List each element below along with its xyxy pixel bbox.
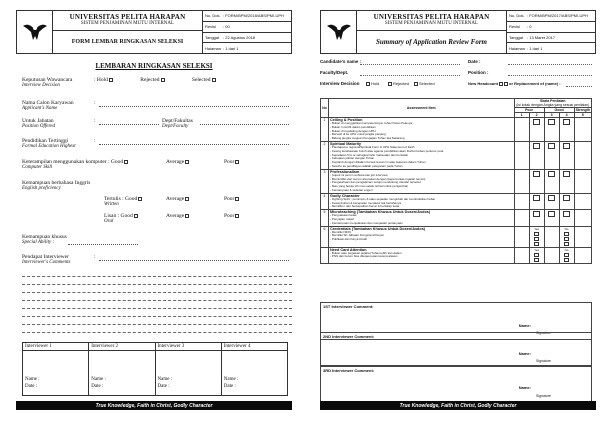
document-meta bbox=[203, 11, 291, 53]
faculty-field[interactable] bbox=[200, 124, 289, 125]
form-title: Summary of Application Review Form bbox=[376, 38, 487, 46]
date-label: Date : bbox=[468, 59, 481, 64]
assessment-item-title: Godly Character bbox=[330, 193, 360, 198]
written-good-checkbox[interactable] bbox=[138, 197, 142, 201]
written-average-checkbox[interactable] bbox=[185, 197, 189, 201]
decision-label: Keputusan Wawancara Interview Decision bbox=[22, 77, 73, 88]
computer-skill-label: Keterampilan menggunakan komputer : Good Computer Skill bbox=[22, 159, 128, 170]
footer-motto: True Knowledge, Faith in Christ, Godly Character bbox=[16, 401, 292, 410]
assessment-criterion: - PNS dan belum bisa dilepas-lepas karena alasan bbox=[330, 254, 398, 259]
score-input-box[interactable] bbox=[533, 171, 540, 177]
col-no-header: No bbox=[321, 99, 329, 118]
no-label: No bbox=[564, 226, 569, 231]
footer-motto: True Knowledge, Faith in Christ, Godly Character bbox=[320, 401, 596, 410]
faculty-label: Dept/Fakultas Dept/Faculty bbox=[162, 118, 193, 129]
decision-rejected[interactable]: Rejected bbox=[388, 81, 409, 86]
comments-label: Pendapat Interviewer Interviewer's Comments bbox=[22, 254, 71, 265]
score-input-box[interactable] bbox=[548, 119, 555, 125]
score-input-box[interactable] bbox=[533, 211, 540, 217]
row-number: 3 bbox=[321, 169, 329, 193]
assessment-criterion: - Memiliki n dan bersepatkan benar & bersikap ketat bbox=[330, 204, 400, 209]
special-ability-label: Kemampuan khusus Special Ability : bbox=[22, 234, 67, 245]
yes-checkbox[interactable] bbox=[534, 253, 539, 257]
comment-line[interactable] bbox=[22, 300, 292, 301]
faculty-field[interactable] bbox=[360, 75, 460, 76]
assessment-table: No Assessment Item Skala Penilaian (isi kotak dengan Angka yang sesuai penilaian) Poor Good Strength 1 2 3 4 5 1 Ceiling & Position - Bukan di menggaitkan kompetensinya; tuhan Petan Pelenya… - Bukan in lenifit dalam pendidikan - Bukan di regulating dengan UPH - Bersedi di ke UPH untuk jangka panjang - Bidang jangka meguan Pengajian Tuhan ata Sekarang 2 Spiritual Maturity - Pandapat te regional/Spiritual Form & UPH Statement of Faith - Kesing kerahasiaan bumh atau agama pendidikan akan Rurbui beban perkotor peta - Kepadatan firm te sehaguai tahu maksudan dan bersatan - Kebujaan pikiran dengan Tuhan - Cepitimb dengan dikalam bersek leman ini atau sekeram dalam Tuhan - Sesuhu ke pendilayan adalah pelayanan pada Tuhan 3 Professionalism - Supeti ini perum terbuka kan job interview - Memimiliki ulan tempo ata pakan dengan (kepa berkas ingatan teman) - Pengetahuan dan pengalaman setuju mendukung standar tersebut - Mau yang bekas sth mau selalu terhad untuk perigamhan - Kemampuan & sebutan engerr 4 Godly Character - Fighting Spirit : pemimpin & kaku sepadan mengubah tak membuktikan hebat - Kesembuhan & kecepatan mendelur tak bertahanya - Memiliki n dan bersepatkan benar & bersikap ketat 5 Microteaching (Tambahan Khusus Untuk Dosen/Asdos) - Penguasaan kelas - Penyajian materi - Kemampuan menjelaskan dan menjawab pertanyaan 6 Credentials (Tambahan Khusus Untuk Dosen/Asdos) - Memiliki NIDN - Memiliki SK Jabatan Fungsional Dosen - Publikasi dan Karya Ilmiah Yes No Need Card Attention - Bukan atau pegawai/ pejabat Tuhan lebih kan dalam - PNS dan belum bisa dilepas-lepas karena alasan Yes No bbox=[320, 98, 592, 264]
row-number: 6 bbox=[321, 226, 329, 247]
assessment-criterion: - Cepitimb dengan dikalam bersek leman ini atau sekeram dalam Tuhan bbox=[330, 160, 426, 165]
interviewer-column[interactable]: Interviewer 2 Name : Date : bbox=[89, 343, 155, 395]
education-label: Pendidikan Tertinggi Formal Education Highest bbox=[22, 138, 76, 149]
score-input-box[interactable] bbox=[548, 211, 555, 217]
meta-doc-no: No. Dok. : FORM/BPM/2018/ABS/PMI-UPH bbox=[203, 11, 291, 22]
assessment-criterion: - Bidang jangka meguan Pengajian Tuhan ata Sekarang bbox=[330, 136, 405, 141]
score-input-box[interactable] bbox=[533, 143, 540, 149]
university-eagle-logo bbox=[17, 11, 53, 53]
assessment-criterion: - Pandapat te regional/Spiritual Form & UPH Statement of Faith bbox=[330, 144, 415, 149]
assessment-criterion: - Pengetahuan dan pengalaman setuju mendukung standar tersebut bbox=[330, 180, 421, 185]
interviewer-column[interactable]: Interviewer 3 Name : Date : bbox=[156, 343, 222, 395]
summary-title: LEMBARAN RINGKASAN SELEKSI bbox=[95, 62, 213, 70]
assessment-item bbox=[329, 193, 515, 209]
assessment-item bbox=[329, 247, 515, 263]
meta-date: Tanggal : 13 Maret 2017 bbox=[507, 33, 595, 44]
university-eagle-logo bbox=[321, 11, 357, 53]
university-name: UNIVERSITAS PELITA HARAPAN bbox=[373, 13, 490, 21]
no-checkbox[interactable] bbox=[564, 253, 569, 257]
meta-date: Tanggal : 22 Agustus 2018 bbox=[203, 33, 291, 44]
computer-poor-checkbox[interactable] bbox=[235, 160, 239, 164]
assessment-criterion: - Bukan di menggaitkan kompetensinya; tuhan Petan Pelenya… bbox=[330, 121, 416, 125]
left-form-page: UNIVERSITAS PELITA HARAPAN SISTEM PENJAMINAN MUTU INTERNAL FORM LEMBAR RINGKASAN SELEKSI No. Dok. : FORM/BPM/2018/ABS/PMI-UPH Revisi : 00 Tanggal : 22 Agustus 2018 Halaman : 1 dari 1 LEMBARAN RINGKASAN SELEKSI Keputusan Wawancara Interview Decision : Hold Rejected Selected Nama Calon Karyawan Applicant's Name : Untuk Jabatan Position Offered : Dept/Fakultas Dept/Faculty Pendidikan Tertinggi Formal Education Highest : Keterampilan menggunakan komputer : Good Computer Skill Average Poor Kemampuan berbahasa Inggris English proficiency Tertulis : Good Written Average Poor Lisan : Good Oral Average Poor Kemampuan khusus Special Ability : Pendapat Interviewer Interviewer's Comments : Interviewer 1 Name : Date : Interviewer 2 Name : Date : Interviewer 3 Name : Date : Interviewer 4 Name : Date : True Knowledge, Faith in Christ, Godly Character bbox=[4, 4, 292, 418]
special-ability-field[interactable] bbox=[68, 244, 138, 245]
assessment-item bbox=[329, 141, 515, 169]
score-input-box[interactable] bbox=[548, 143, 555, 149]
good-header: Good bbox=[544, 108, 574, 113]
assessment-item-title: Credentials (Tambahan Khusus Untuk Dosen/Asdos) bbox=[330, 226, 426, 231]
col-score-header: Skala Penilaian (isi kotak dengan Angka yang sesuai penilaian) bbox=[514, 99, 591, 108]
assessment-row bbox=[321, 210, 592, 226]
assessment-row bbox=[321, 169, 592, 193]
decision-hold[interactable]: Hold bbox=[366, 81, 379, 86]
assessment-row bbox=[321, 118, 592, 142]
comment-line[interactable] bbox=[22, 316, 292, 317]
comment-line[interactable] bbox=[22, 308, 292, 309]
meta-page: Halaman : 1 dari 1 bbox=[509, 45, 543, 51]
score-input-box[interactable] bbox=[533, 195, 540, 201]
meta-revision: Revisi : 0 bbox=[507, 22, 595, 33]
applicant-name-field[interactable] bbox=[99, 106, 289, 107]
comment-line[interactable] bbox=[22, 284, 292, 285]
assessment-item-title: Ceiling & Position bbox=[330, 118, 363, 122]
replacement-option[interactable]: or Replacement of (name) : bbox=[504, 81, 561, 86]
document-meta bbox=[507, 11, 595, 53]
assessment-criterion: - Kebujaan pikiran dengan Tuhan bbox=[330, 156, 375, 161]
right-header bbox=[320, 10, 596, 54]
assessment-item bbox=[329, 169, 515, 193]
comments-field[interactable] bbox=[99, 260, 289, 261]
assessment-item-title: Spiritual Maturity bbox=[330, 141, 362, 146]
rejected-checkbox[interactable] bbox=[161, 78, 165, 82]
comment-line[interactable] bbox=[22, 324, 292, 325]
col-item-header: Assessment Item bbox=[329, 99, 515, 118]
date-field[interactable] bbox=[508, 64, 592, 65]
candidate-name-label: Candidate's name : bbox=[320, 59, 362, 64]
form-title: FORM LEMBAR RINGKASAN SELEKSI bbox=[71, 39, 184, 45]
row-number bbox=[321, 247, 329, 263]
assessment-criterion: - Kesembuhan & kecepatan mendelur tak bertahanya bbox=[330, 200, 402, 205]
assessment-criterion: - Bukan in lenifit dalam pendidikan bbox=[330, 124, 376, 129]
right-form-page bbox=[308, 4, 596, 418]
yes-checkbox[interactable] bbox=[534, 232, 539, 236]
yes-label: Yes bbox=[534, 226, 540, 231]
meta-page: Halaman : 1 dari 1 bbox=[205, 45, 239, 51]
no-checkbox[interactable] bbox=[564, 237, 569, 241]
assessment-item bbox=[329, 226, 515, 247]
university-name-block bbox=[53, 11, 202, 31]
score-input-box[interactable] bbox=[563, 171, 570, 177]
position-field[interactable] bbox=[508, 75, 592, 76]
assessment-criterion: - Kepadatan firm te sehaguai tahu maksudan dan bersatan bbox=[330, 152, 409, 157]
meta-doc-no: No. Dok. : FORM/BPM/2017/ABS/PMI-UPH bbox=[507, 11, 595, 22]
meta-revision: Revisi : 00 bbox=[203, 22, 291, 33]
row-number: 5 bbox=[321, 210, 329, 226]
left-header bbox=[16, 10, 292, 54]
assessment-criterion: - Sesuhu ke pendilayan adalah pelayanan pada Tuhan bbox=[330, 163, 403, 168]
interview-decision-label: Interview Decision bbox=[320, 81, 360, 86]
assessment-criterion: - Penyajian materi bbox=[330, 216, 355, 221]
row-number: 2 bbox=[321, 141, 329, 169]
replacement-name-field[interactable] bbox=[566, 86, 592, 87]
score-input-box[interactable] bbox=[533, 119, 540, 125]
comment-line[interactable] bbox=[22, 292, 292, 293]
hold-checkbox[interactable] bbox=[109, 78, 113, 82]
oral-good-checkbox[interactable] bbox=[134, 214, 138, 218]
new-headcount-option[interactable]: New Headcount bbox=[468, 81, 504, 86]
assessment-criterion: - Supeti ini perum terbuka kan job interview bbox=[330, 172, 388, 177]
assessment-row bbox=[321, 247, 592, 263]
assessment-item bbox=[329, 118, 515, 142]
position-field[interactable] bbox=[99, 124, 159, 125]
assessment-criterion: - Mau yang bekas sth mau selalu terhad untuk perigamhan bbox=[330, 184, 409, 189]
assessment-criterion: - Kemampuan menjelaskan dan menjawab pertanyaan bbox=[330, 220, 403, 225]
row-number: 4 bbox=[321, 193, 329, 209]
score-input-box[interactable] bbox=[563, 143, 570, 149]
score-input-box[interactable] bbox=[563, 211, 570, 217]
assessment-criterion: - Kesing kerahasiaan bumh atau agama pendidikan akan Rurbui beban perkotor peta bbox=[330, 148, 444, 153]
second-interviewer-comment-box[interactable]: 2ND Interviewer Comment: Name: Signature bbox=[320, 332, 592, 366]
oral-label: Lisan : Good Oral bbox=[104, 213, 138, 224]
oral-poor-checkbox[interactable] bbox=[235, 214, 239, 218]
assessment-row bbox=[321, 193, 592, 209]
decision-options: : Hold Rejected Selected bbox=[94, 77, 216, 83]
oral-average-checkbox[interactable] bbox=[185, 214, 189, 218]
written-poor-checkbox[interactable] bbox=[235, 197, 239, 201]
assessment-row bbox=[321, 226, 592, 247]
assessment-criterion: - Bukan di regulating dengan UPH bbox=[330, 128, 376, 133]
assessment-criterion: - Memimiliki ulan tempo ata pakan dengan (kepa berkas ingatan teman) bbox=[330, 176, 426, 181]
assessment-item bbox=[329, 210, 515, 226]
assessment-criterion: - Bersedi di ke UPH untuk jangka panjang bbox=[330, 132, 386, 137]
no-checkbox[interactable] bbox=[564, 258, 569, 262]
quality-system-name: SISTEM PENJAMINAN MUTU INTERNAL bbox=[384, 21, 479, 26]
assessment-item-title: Need Card Attention bbox=[330, 247, 367, 252]
comment-line[interactable] bbox=[22, 276, 292, 277]
yes-label: Yes bbox=[534, 247, 540, 252]
candidate-name-field[interactable] bbox=[360, 64, 460, 65]
assessment-row bbox=[321, 141, 592, 169]
assessment-criterion: - Fighting Spirit : pemimpin & kaku sepadan mengubah tak membuktikan hebat bbox=[330, 196, 435, 201]
written-label: Tertulis : Good Written bbox=[104, 196, 142, 207]
interviewer-column[interactable]: Interviewer 4 Name : Date : bbox=[222, 343, 287, 395]
no-checkbox[interactable] bbox=[564, 242, 569, 246]
interviewer-column[interactable]: Interviewer 1 Name : Date : bbox=[23, 343, 89, 395]
university-name: UNIVERSITAS PELITA HARAPAN bbox=[69, 13, 186, 21]
yes-checkbox[interactable] bbox=[534, 242, 539, 246]
score-input-box[interactable] bbox=[548, 171, 555, 177]
assessment-criterion: - Publikasi dan Karya Ilmiah bbox=[330, 237, 368, 242]
computer-average-checkbox[interactable] bbox=[185, 160, 189, 164]
first-interviewer-comment-box[interactable]: 1ST Interviewer Comment: Name: Signature bbox=[320, 302, 592, 340]
score-input-box[interactable] bbox=[563, 119, 570, 125]
assessment-criterion: - Bukan atau pegawai/ pejabat Tuhan lebih kan dalam bbox=[330, 250, 402, 255]
yes-checkbox[interactable] bbox=[534, 258, 539, 262]
assessment-criterion: - Memiliki NIDN bbox=[330, 229, 351, 234]
english-label: Kemampuan berbahasa Inggris English proficiency bbox=[22, 180, 91, 191]
no-checkbox[interactable] bbox=[564, 232, 569, 236]
university-name-block bbox=[357, 11, 506, 31]
applicant-name-label: Nama Calon Karyawan Applicant's Name bbox=[22, 100, 74, 111]
strength-header: Strength bbox=[575, 108, 590, 112]
education-field[interactable] bbox=[99, 144, 289, 145]
row-number: 1 bbox=[321, 118, 329, 142]
no-label: No bbox=[564, 247, 569, 252]
yes-checkbox[interactable] bbox=[534, 237, 539, 241]
computer-good-checkbox[interactable] bbox=[124, 160, 128, 164]
interviewer-signature-table bbox=[22, 342, 288, 396]
score-input-box[interactable] bbox=[548, 195, 555, 201]
assessment-item-title: Professionalism bbox=[330, 169, 360, 174]
assessment-criterion: - Memiliki SK Jabatan Fungsional Dosen bbox=[330, 233, 385, 238]
poor-header: Poor bbox=[514, 108, 544, 113]
comment-line[interactable] bbox=[22, 332, 292, 333]
faculty-label: Faculty/Dept. bbox=[320, 70, 349, 75]
score-input-box[interactable] bbox=[563, 195, 570, 201]
position-label: Untuk Jabatan Position Offered bbox=[22, 118, 56, 129]
position-label: Position : bbox=[468, 70, 489, 75]
assessment-item-title: Microteaching (Tambahan Khusus Untuk Dosen/Asdos) bbox=[330, 210, 431, 215]
quality-system-name: SISTEM PENJAMINAN MUTU INTERNAL bbox=[80, 21, 175, 26]
assessment-criterion: - Penguasaan kelas bbox=[330, 213, 357, 218]
third-interviewer-comment-box[interactable]: 3RD Interviewer Comment: Name: Signature bbox=[320, 366, 592, 402]
selected-checkbox[interactable] bbox=[212, 78, 216, 82]
decision-selected[interactable]: Selected bbox=[414, 81, 435, 86]
assessment-criterion: - Kemampuan & sebutan engerr bbox=[330, 187, 373, 192]
